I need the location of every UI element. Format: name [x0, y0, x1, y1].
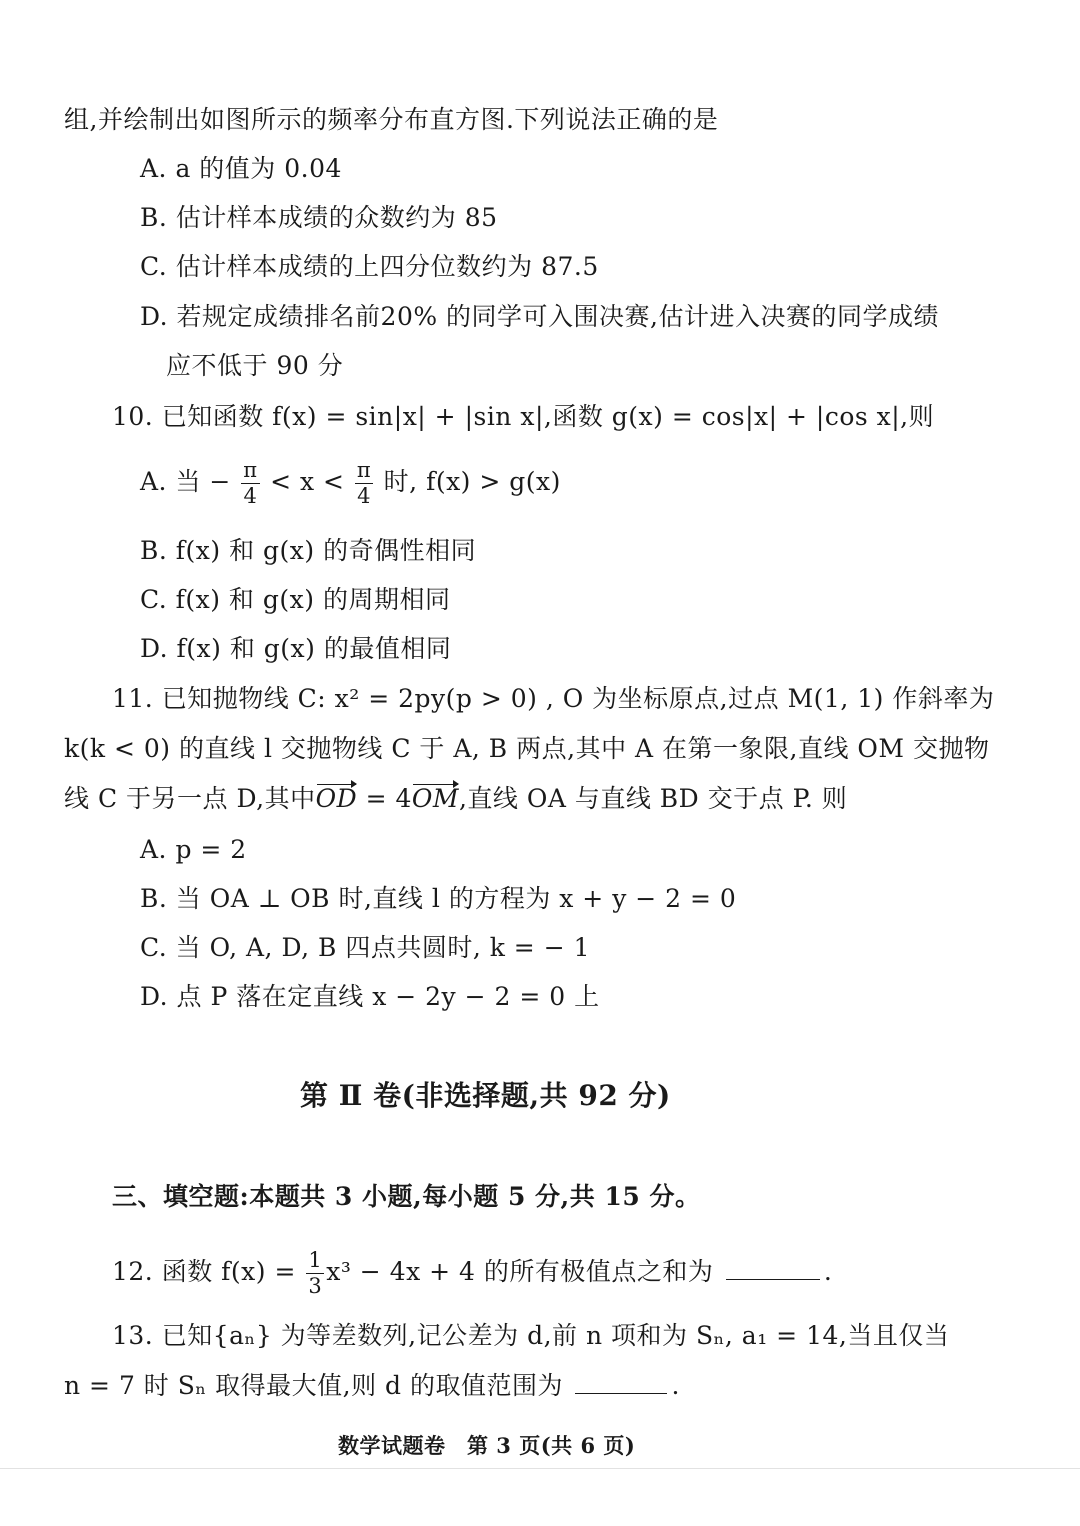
bottom-divider [0, 1468, 1080, 1469]
fraction-pi-4 [241, 460, 259, 507]
q12-end: . [823, 1257, 833, 1286]
fraction-denominator: 4 [357, 484, 371, 508]
vector-om: OM [411, 784, 459, 813]
q11-line3-suffix: ,直线 OA 与直线 BD 交于点 P. 则 [458, 784, 848, 813]
section-2-title: 第 Ⅱ 卷(非选择题,共 92 分) [300, 1079, 671, 1112]
q12-prefix: 12. 函数 f(x) = [112, 1257, 296, 1286]
q12 [112, 1250, 832, 1297]
q9-option-d: D. 若规定成绩排名前20% 的同学可入围决赛,估计进入决赛的同学成绩 [140, 302, 940, 331]
answer-blank [575, 1371, 667, 1394]
q10-a-suffix: 时, f(x) > g(x) [383, 467, 561, 496]
fraction-numerator: π [356, 458, 372, 482]
q9-stem-tail: 组,并绘制出如图所示的频率分布直方图.下列说法正确的是 [64, 105, 719, 134]
q10-a-prefix: A. 当 − [140, 467, 231, 496]
q11-option-d: D. 点 P 落在定直线 x − 2y − 2 = 0 上 [140, 982, 600, 1011]
q10-option-d: D. f(x) 和 g(x) 的最值相同 [140, 634, 452, 663]
q11-option-a: A. p = 2 [140, 835, 247, 864]
q12-expr: x³ − 4x + 4 的所有极值点之和为 [326, 1257, 714, 1286]
q11-line3 [64, 783, 847, 815]
page-footer: 数学试题卷 第 3 页(共 6 页) [338, 1433, 636, 1458]
section-3-heading: 三、填空题:本题共 3 小题,每小题 5 分,共 15 分。 [112, 1182, 701, 1211]
vector-od: OD [315, 784, 358, 813]
fraction-pi-4 [355, 460, 373, 507]
q13-line2-text: n = 7 时 Sₙ 取得最大值,则 d 的取值范围为 [64, 1371, 563, 1400]
fraction-numerator: π [243, 458, 258, 482]
q9-option-a: A. a 的值为 0.04 [140, 154, 342, 183]
q10-option-c: C. f(x) 和 g(x) 的周期相同 [140, 585, 451, 614]
q10-option-b: B. f(x) 和 g(x) 的奇偶性相同 [140, 536, 477, 565]
fraction-denominator: 3 [308, 1274, 323, 1298]
q10-option-a [140, 460, 561, 507]
fraction-1-3 [306, 1250, 324, 1297]
q13-line1: 13. 已知{aₙ} 为等差数列,记公差为 d,前 n 项和为 Sₙ, a₁ = 14,当且仅当 [112, 1321, 950, 1350]
q11-option-c: C. 当 O, A, D, B 四点共圆时, k = − 1 [140, 933, 590, 962]
fraction-denominator: 4 [243, 484, 258, 508]
q9-option-b: B. 估计样本成绩的众数约为 85 [140, 203, 498, 232]
q11-line3-eq: = 4 [357, 784, 412, 813]
q9-option-d-cont: 应不低于 90 分 [166, 351, 344, 380]
answer-blank [726, 1257, 820, 1280]
q11-option-b: B. 当 OA ⊥ OB 时,直线 l 的方程为 x + y − 2 = 0 [140, 884, 737, 913]
q11-line3-prefix: 线 C 于另一点 D,其中 [64, 784, 316, 813]
q10-a-mid: < x < [270, 467, 345, 496]
q13-end: . [671, 1371, 680, 1400]
q13-line2 [64, 1370, 680, 1402]
q9-option-c: C. 估计样本成绩的上四分位数约为 87.5 [140, 252, 599, 281]
q11-line1: 11. 已知抛物线 C: x² = 2py(p > 0) , O 为坐标原点,过点 M(1, 1) 作斜率为 [112, 684, 995, 713]
fraction-numerator: 1 [308, 1248, 323, 1272]
q10-stem: 10. 已知函数 f(x) = sin|x| + |sin x|,函数 g(x) = cos|x| + |cos x|,则 [112, 402, 935, 431]
q11-line2: k(k < 0) 的直线 l 交抛物线 C 于 A, B 两点,其中 A 在第一象限,直线 OM 交抛物 [64, 734, 990, 763]
